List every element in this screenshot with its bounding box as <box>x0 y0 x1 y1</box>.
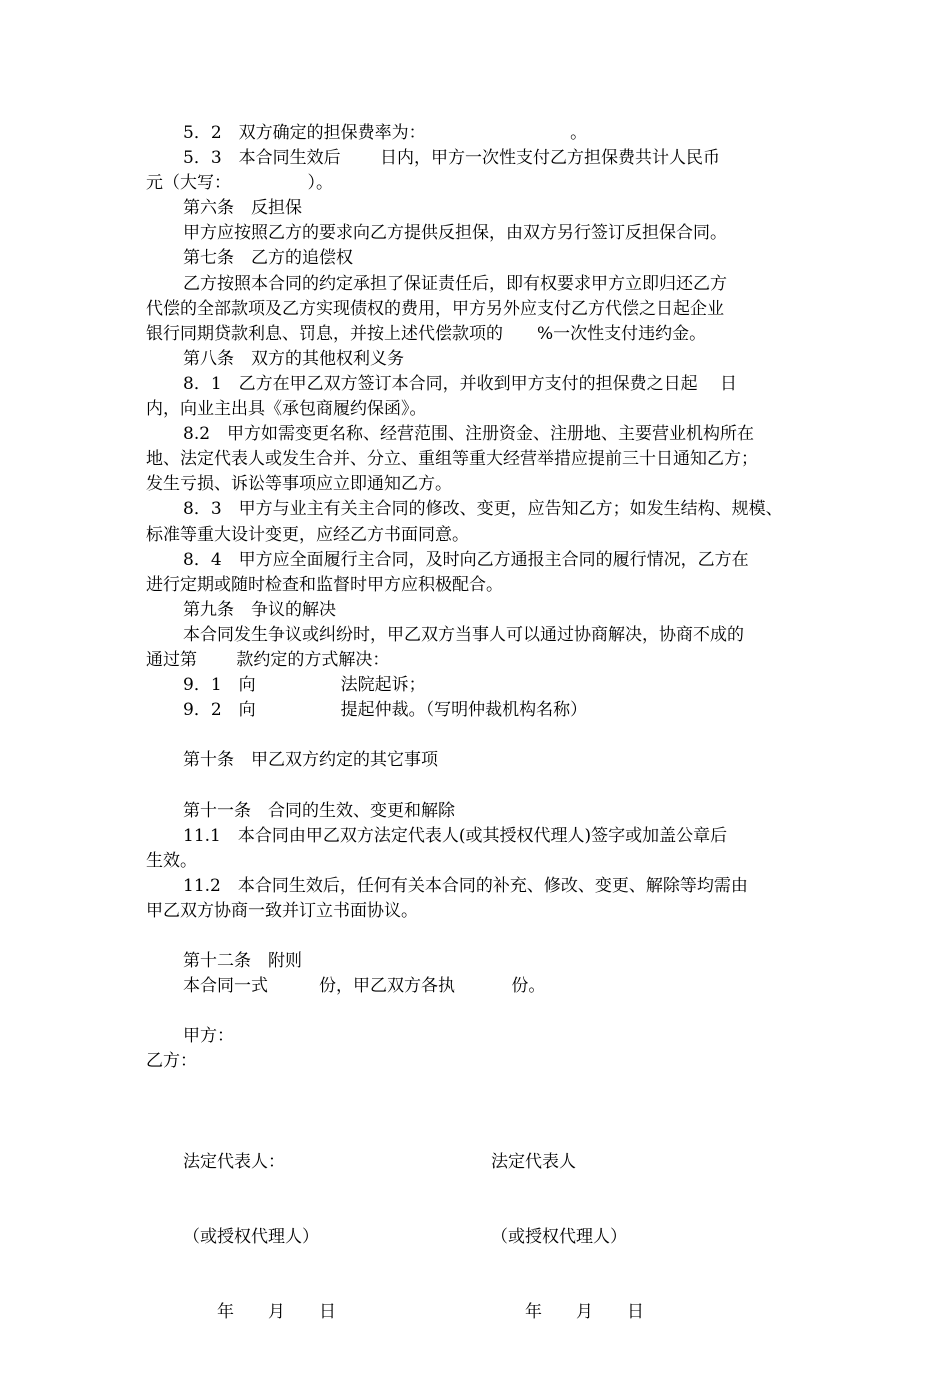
text-line: 第八条 双方的其他权利义务 <box>183 348 404 369</box>
text-line: 发生亏损、诉讼等事项应立即通知乙方。 <box>146 474 452 495</box>
party-b-rep-label: 法定代表人 <box>491 1151 576 1172</box>
text-line: 甲方： <box>183 1026 234 1047</box>
contract-body <box>146 121 816 1323</box>
text-line: 内，向业主出具《承包商履约保函》。 <box>146 399 427 420</box>
text-line: 5．2 双方确定的担保费率为： 。 <box>183 123 588 143</box>
blank-line <box>146 723 816 748</box>
signature-block <box>146 1100 816 1323</box>
text-line: 代偿的全部款项及乙方实现债权的费用，甲方另外应支付乙方代偿之日起企业 <box>146 298 724 319</box>
text-line: 银行同期贷款利息、罚息，并按上述代偿款项的 %一次性支付违约金。 <box>146 323 707 344</box>
text-line: 8．1 乙方在甲乙双方签订本合同，并收到甲方支付的担保费之日起 日 <box>183 373 738 394</box>
text-line: 11.1 本合同由甲乙双方法定代表人(或其授权代理人)签字或加盖公章后 <box>183 825 728 846</box>
text-line: 地、法定代表人或发生合并、分立、重组等重大经营举措应提前三十日通知乙方； <box>146 449 758 470</box>
text-line: 第七条 乙方的追偿权 <box>183 248 353 269</box>
text-line: 通过第 款约定的方式解决： <box>146 649 390 670</box>
contract-text <box>146 121 816 1075</box>
blank-line <box>146 999 816 1024</box>
signature-party-b <box>491 1100 644 1376</box>
text-line: 乙方按照本合同的约定承担了保证责任后，即有权要求甲方立即归还乙方 <box>183 273 727 294</box>
text-line: 元（大写： ）。 <box>146 173 333 194</box>
text-line: 9．1 向 法院起诉； <box>183 675 426 696</box>
text-line: 11.2 本合同生效后，任何有关本合同的补充、修改、变更、解除等均需由 <box>183 875 748 896</box>
party-b-proxy-label: （或授权代理人） <box>491 1227 627 1248</box>
text-line: 进行定期或随时检查和监督时甲方应积极配合。 <box>146 574 503 595</box>
party-a-date-line: 年 月 日 <box>183 1302 336 1323</box>
text-line: 生效。 <box>146 850 197 871</box>
text-line: 8．4 甲方应全面履行主合同，及时向乙方通报主合同的履行情况，乙方在 <box>183 549 749 570</box>
party-a-proxy-label: （或授权代理人） <box>183 1227 319 1248</box>
text-line: 9．2 向 提起仲裁。（写明仲裁机构名称） <box>183 700 588 721</box>
blank-line <box>146 773 816 798</box>
signature-party-a <box>183 1100 336 1376</box>
text-line: 5．3 本合同生效后 日内，甲方一次性支付乙方担保费共计人民币 <box>183 148 721 169</box>
text-line: 甲乙双方协商一致并订立书面协议。 <box>146 900 418 921</box>
text-line: 第九条 争议的解决 <box>183 599 336 620</box>
text-line: 第十二条 附则 <box>183 951 302 972</box>
text-line: 第十一条 合同的生效、变更和解除 <box>183 800 455 821</box>
text-line: 甲方应按照乙方的要求向乙方提供反担保，由双方另行签订反担保合同。 <box>183 223 727 244</box>
text-line: 标准等重大设计变更，应经乙方书面同意。 <box>146 524 469 545</box>
text-line: 乙方： <box>146 1051 197 1072</box>
text-line: 第十条 甲乙双方约定的其它事项 <box>183 750 438 771</box>
party-a-rep-label: 法定代表人： <box>183 1151 285 1172</box>
party-b-date-line: 年 月 日 <box>491 1302 644 1323</box>
text-line: 8.2 甲方如需变更名称、经营范围、注册资金、注册地、主要营业机构所在 <box>183 424 755 445</box>
text-line: 8．3 甲方与业主有关主合同的修改、变更，应告知乙方；如发生结构、规模、 <box>183 499 783 520</box>
text-line: 本合同一式 份，甲乙双方各执 份。 <box>183 976 546 997</box>
text-line: 本合同发生争议或纠纷时，甲乙双方当事人可以通过协商解决，协商不成的 <box>183 624 744 645</box>
text-line: 第六条 反担保 <box>183 198 302 219</box>
blank-line <box>146 924 816 949</box>
